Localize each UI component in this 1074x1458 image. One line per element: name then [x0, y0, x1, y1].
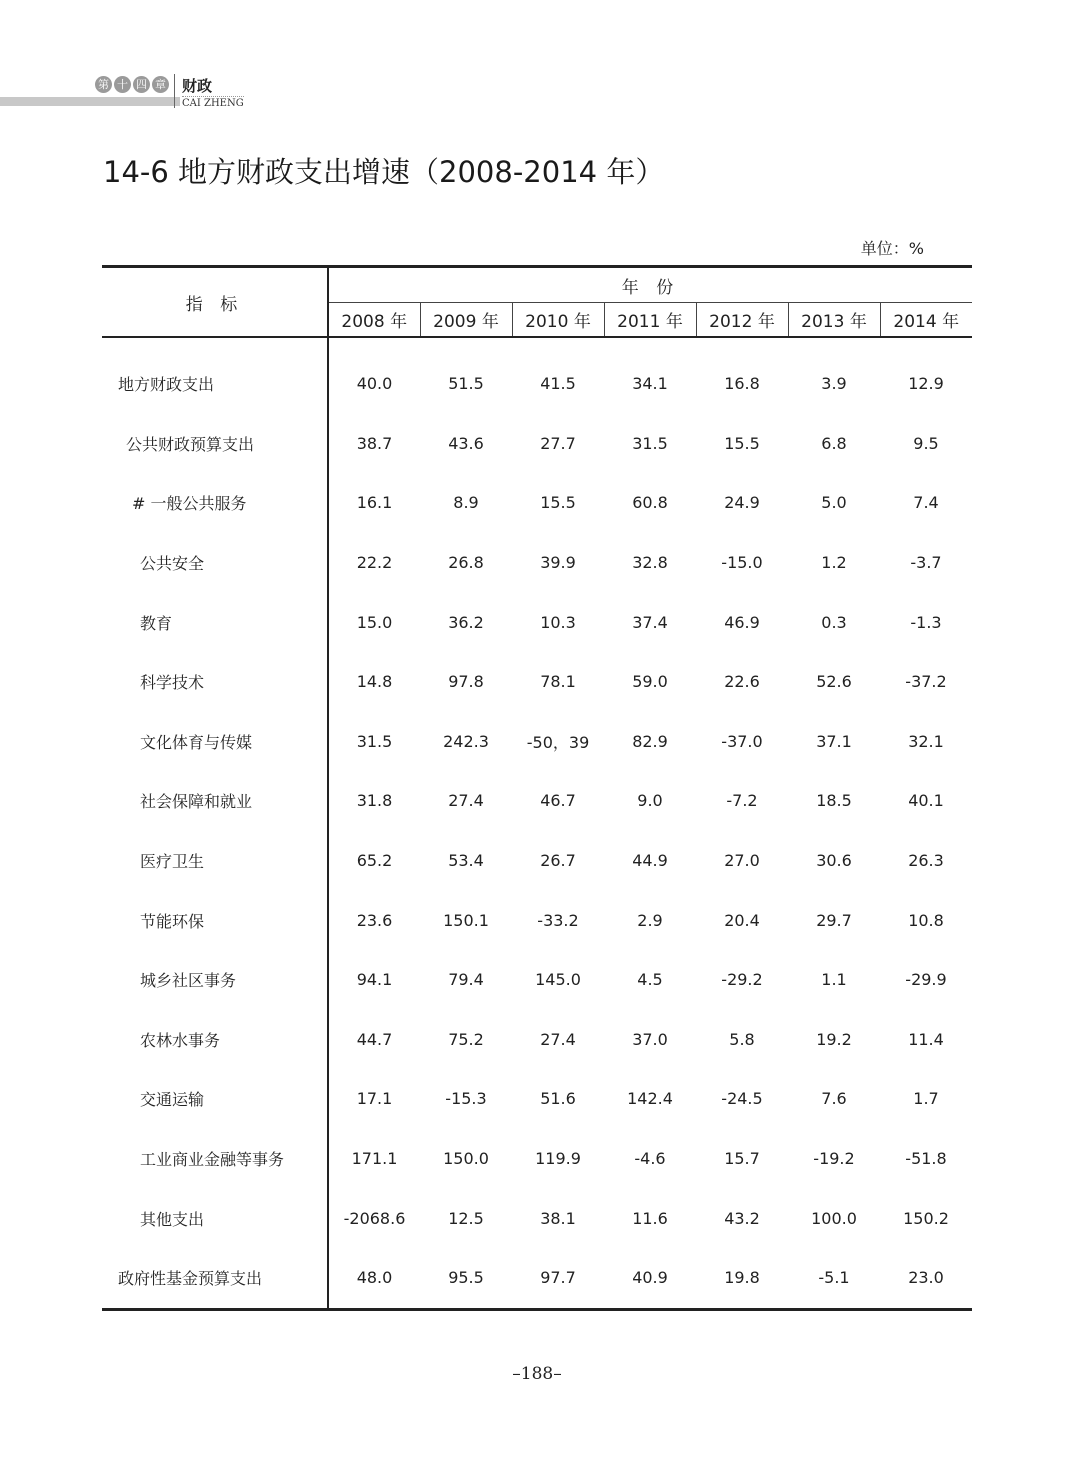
table-row — [102, 1129, 972, 1189]
table-cell: -37.0 — [721, 731, 763, 751]
table-cell: 40.1 — [908, 791, 944, 811]
table-row — [102, 1188, 972, 1248]
chapter-char: 章 — [152, 76, 169, 93]
table-cell: 30.6 — [816, 851, 852, 871]
table-cell: -50，39 — [526, 732, 590, 752]
table-cell: 100.0 — [811, 1208, 857, 1228]
row-label: 其他支出 — [102, 1188, 328, 1248]
table-cell: 52.6 — [816, 672, 852, 692]
table-cell: 41.5 — [540, 374, 576, 394]
table-cell: -19.2 — [813, 1149, 855, 1169]
table-cell: 1.7 — [913, 1089, 939, 1109]
header-divider — [174, 74, 175, 108]
table-cell: -5.1 — [788, 1248, 880, 1309]
row-label: 地方财政支出 — [102, 337, 328, 414]
table-cell: 82.9 — [632, 731, 668, 751]
row-label: 农林水事务 — [102, 1010, 328, 1070]
year-header-5: 2013 年 — [788, 303, 880, 338]
table-row — [102, 890, 972, 950]
table-row — [102, 592, 972, 652]
row-label: # 一般公共服务 — [102, 473, 328, 533]
table-cell: 27.4 — [540, 1029, 576, 1049]
table-row — [102, 1069, 972, 1129]
table-cell: -51.8 — [905, 1149, 947, 1169]
data-table-container — [102, 265, 972, 1311]
table-cell: 10.3 — [540, 612, 576, 632]
table-cell: 9.0 — [637, 791, 663, 811]
row-label: 公共安全 — [102, 533, 328, 593]
table-cell: 15.7 — [724, 1149, 760, 1169]
table-cell: 48.0 — [328, 1248, 420, 1309]
table-cell: 51.6 — [540, 1089, 576, 1109]
unit-label: 单位：% — [860, 239, 924, 258]
chapter-title: 财政 — [182, 77, 213, 95]
row-label: 文化体育与传媒 — [102, 712, 328, 772]
table-cell: 20.4 — [724, 910, 760, 930]
chapter-char: 第 — [95, 76, 112, 93]
table-cell: 37.0 — [632, 1029, 668, 1049]
table-cell: 8.9 — [453, 493, 479, 513]
table-cell: 51.5 — [448, 374, 484, 394]
chapter-header — [0, 70, 260, 112]
table-body — [102, 337, 972, 1309]
table-cell: 60.8 — [632, 493, 668, 513]
year-header-1: 2009 年 — [420, 303, 512, 338]
table-cell: 119.9 — [535, 1149, 581, 1169]
table-cell: 40.0 — [356, 374, 393, 394]
table-cell: 26.7 — [540, 851, 576, 871]
table-row — [102, 831, 972, 891]
chapter-pinyin: CAI ZHENG — [182, 98, 244, 109]
table-cell: 12.9 — [908, 374, 944, 394]
table-row — [102, 1010, 972, 1070]
table-cell: 23.0 — [880, 1248, 972, 1309]
table-cell: -7.2 — [726, 791, 758, 811]
page-number: –188– — [512, 1364, 562, 1384]
table-cell: 36.2 — [448, 612, 484, 632]
table-cell: 16.1 — [356, 493, 393, 513]
table-cell: 27.7 — [540, 433, 576, 453]
row-label: 科学技术 — [102, 652, 328, 712]
table-cell: 38.7 — [356, 433, 393, 453]
row-label: 政府性基金预算支出 — [102, 1248, 328, 1309]
table-row — [102, 771, 972, 831]
table-row — [102, 473, 972, 533]
expenditure-growth-table — [102, 265, 972, 1311]
table-cell: 150.1 — [443, 910, 489, 930]
table-cell: -4.6 — [634, 1149, 666, 1169]
table-cell: -15.3 — [445, 1089, 487, 1109]
table-cell: 37.1 — [816, 731, 852, 751]
row-label: 医疗卫生 — [102, 831, 328, 891]
year-header-4: 2012 年 — [696, 303, 788, 338]
table-cell: 15.5 — [724, 433, 760, 453]
table-cell: 31.5 — [632, 433, 668, 453]
table-cell: 29.7 — [816, 910, 852, 930]
table-cell: 145.0 — [535, 970, 581, 990]
table-cell: 27.0 — [724, 851, 760, 871]
table-cell: 3.9 — [821, 374, 847, 394]
table-cell: 95.5 — [420, 1248, 512, 1309]
table-cell: 16.8 — [724, 374, 760, 394]
table-cell: 22.6 — [724, 672, 760, 692]
table-row — [102, 652, 972, 712]
table-row — [102, 533, 972, 593]
table-cell: 31.8 — [356, 791, 393, 811]
table-cell: 150.2 — [903, 1208, 949, 1228]
row-label: 交通运输 — [102, 1069, 328, 1129]
table-cell: 40.9 — [604, 1248, 696, 1309]
table-cell: 171.1 — [351, 1149, 398, 1169]
table-cell: -15.0 — [721, 553, 763, 573]
table-cell: 17.1 — [356, 1089, 393, 1109]
chapter-char: 四 — [133, 76, 150, 93]
table-cell: -37.2 — [905, 672, 947, 692]
table-cell: 37.4 — [632, 612, 668, 632]
table-cell: 0.3 — [821, 612, 847, 632]
table-cell: 142.4 — [627, 1089, 673, 1109]
table-cell: 78.1 — [540, 672, 576, 692]
table-cell: -29.2 — [721, 970, 763, 990]
table-cell: 46.9 — [724, 612, 760, 632]
table-row — [102, 414, 972, 474]
table-cell: 43.6 — [448, 433, 484, 453]
table-cell: 4.5 — [637, 970, 663, 990]
table-cell: 22.2 — [356, 553, 393, 573]
table-cell: 1.2 — [821, 553, 847, 573]
table-cell: -1.3 — [910, 612, 942, 632]
table-cell: 53.4 — [448, 851, 484, 871]
table-cell: -29.9 — [905, 970, 947, 990]
row-label: 节能环保 — [102, 890, 328, 950]
row-label: 教育 — [102, 592, 328, 652]
table-cell: 44.7 — [356, 1029, 393, 1049]
year-header-6: 2014 年 — [880, 303, 972, 338]
table-cell: 38.1 — [540, 1208, 576, 1228]
page-title: 14-6 地方财政支出增速（2008-2014 年） — [103, 155, 665, 189]
table-cell: 18.5 — [816, 791, 852, 811]
table-cell: 6.8 — [821, 433, 847, 453]
table-cell: 79.4 — [448, 970, 484, 990]
table-cell: 5.0 — [821, 493, 847, 513]
table-cell: 15.0 — [356, 612, 393, 632]
year-header-0: 2008 年 — [328, 303, 420, 338]
table-cell: 65.2 — [356, 851, 393, 871]
table-cell: 94.1 — [356, 970, 393, 990]
table-cell: 7.4 — [913, 493, 939, 513]
table-row — [102, 337, 972, 414]
table-row — [102, 1248, 972, 1309]
table-cell: -24.5 — [721, 1089, 763, 1109]
table-cell: 15.5 — [540, 493, 576, 513]
table-cell: 24.9 — [724, 493, 760, 513]
table-cell: 2.9 — [637, 910, 663, 930]
header-bar — [0, 97, 180, 106]
table-cell: -33.2 — [537, 910, 579, 930]
table-cell: 32.8 — [632, 553, 668, 573]
table-cell: 59.0 — [632, 672, 668, 692]
chapter-chips — [95, 76, 169, 93]
table-row — [102, 712, 972, 772]
row-label: 城乡社区事务 — [102, 950, 328, 1010]
table-cell: 7.6 — [821, 1089, 847, 1109]
table-cell: 44.9 — [632, 851, 668, 871]
table-cell: 97.7 — [512, 1248, 604, 1309]
table-cell: 150.0 — [443, 1149, 489, 1169]
table-cell: 23.6 — [356, 910, 393, 930]
indicator-header: 指 标 — [102, 267, 328, 338]
table-cell: 19.2 — [816, 1029, 852, 1049]
row-label: 公共财政预算支出 — [102, 414, 328, 474]
table-cell: 43.2 — [724, 1208, 760, 1228]
table-cell: 242.3 — [443, 731, 489, 751]
table-row — [102, 950, 972, 1010]
table-cell: 26.3 — [908, 851, 944, 871]
table-cell: 1.1 — [821, 970, 847, 990]
table-cell: 27.4 — [448, 791, 484, 811]
table-cell: 34.1 — [632, 374, 668, 394]
year-group-header: 年 份 — [328, 267, 972, 303]
year-header-2: 2010 年 — [512, 303, 604, 338]
table-cell: 11.4 — [908, 1029, 944, 1049]
table-cell: 10.8 — [908, 910, 944, 930]
table-cell: 75.2 — [448, 1029, 484, 1049]
table-cell: 14.8 — [356, 672, 393, 692]
chapter-char: 十 — [114, 76, 131, 93]
table-cell: 97.8 — [448, 672, 484, 692]
table-cell: 11.6 — [632, 1208, 668, 1228]
table-cell: 31.5 — [356, 731, 393, 751]
table-cell: 26.8 — [448, 553, 484, 573]
year-header-3: 2011 年 — [604, 303, 696, 338]
table-cell: 46.7 — [540, 791, 576, 811]
table-cell: -2068.6 — [343, 1208, 406, 1228]
table-cell: 12.5 — [448, 1208, 484, 1228]
row-label: 工业商业金融等事务 — [102, 1129, 328, 1189]
table-cell: 32.1 — [908, 731, 944, 751]
table-cell: 9.5 — [913, 433, 939, 453]
table-cell: 5.8 — [729, 1029, 755, 1049]
table-cell: 19.8 — [696, 1248, 788, 1309]
table-cell: -3.7 — [910, 553, 942, 573]
table-cell: 39.9 — [540, 553, 576, 573]
row-label: 社会保障和就业 — [102, 771, 328, 831]
